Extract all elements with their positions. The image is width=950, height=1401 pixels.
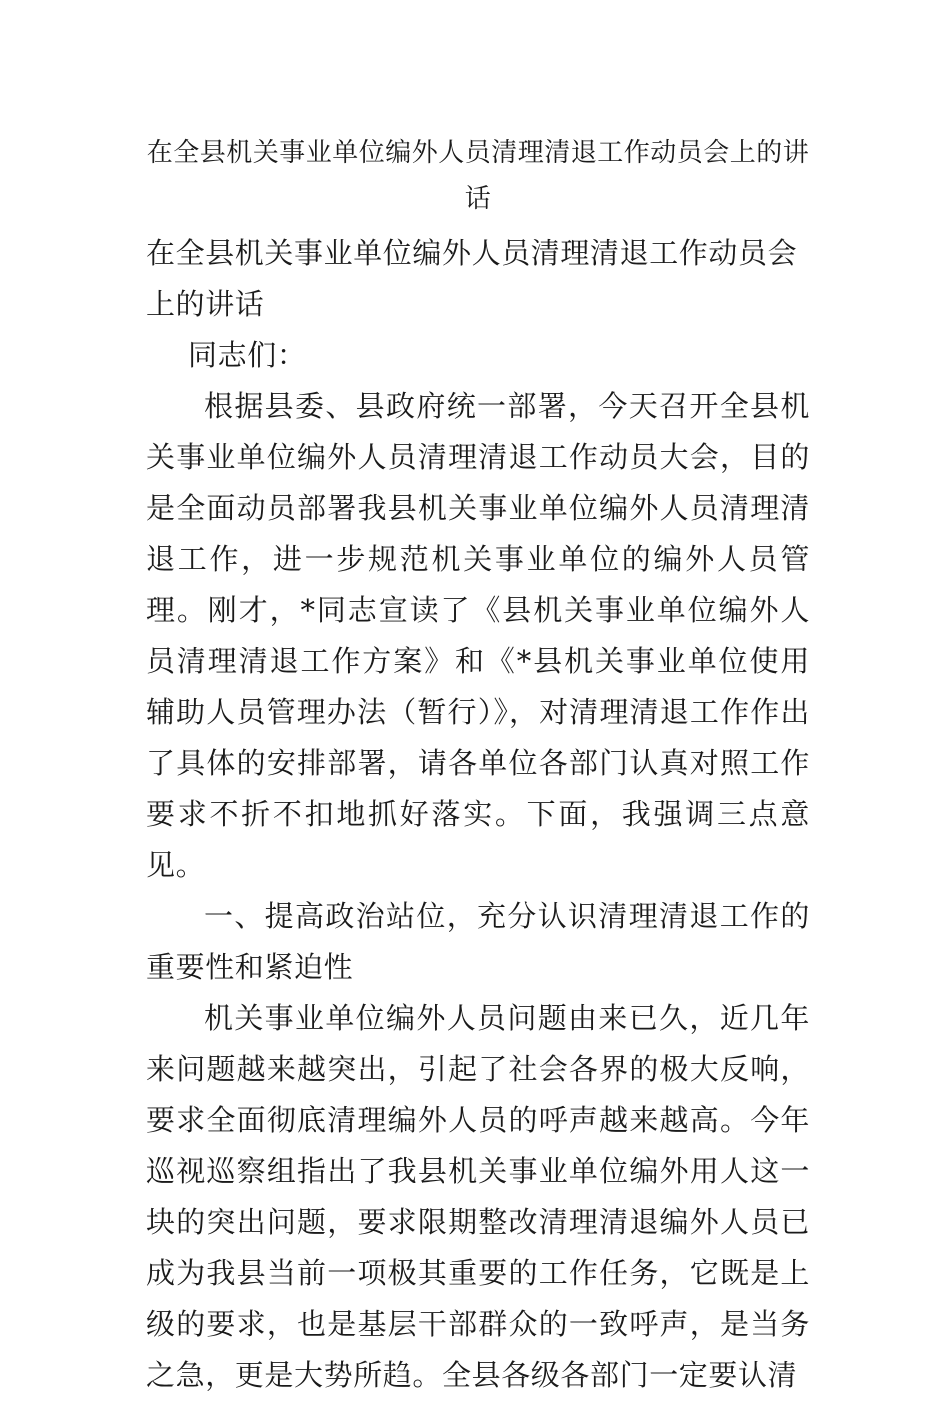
salutation: 同志们： [188, 338, 307, 372]
section-heading-1: 一、提高政治站位，充分认识清理清退工作的重要性和紧迫性 [146, 899, 810, 984]
document-subtitle: 在全县机关事业单位编外人员清理清退工作动员会上的讲话 [146, 236, 798, 321]
document-title: 在全县机关事业单位编外人员清理清退工作动员会上的讲话 [146, 138, 810, 214]
paragraph-section-1: 机关事业单位编外人员问题由来已久，近几年来问题越来越突出，引起了社会各界的极大反响，要求全面彻底清理编外人员的呼声越来越高。今年巡视巡察组指出了我县机关事业单位编外用人这一块的突出问题，要求限期整改清理清退编外人员已成为我县当前一项极其重要的工作任务，它既是上级的要求，也是基层干部群众的一致呼声，是当务之急，更是大势所趋。全县各级各部门一定要认清 [146, 1001, 810, 1392]
paragraph-intro: 根据县委、县政府统一部署，今天召开全县机关事业单位编外人员清理清退工作动员大会，目的是全面动员部署我县机关事业单位编外人员清理清退工作，进一步规范机关事业单位的编外人员管理。刚才，*同志宣读了《县机关事业单位编外人员清理清退工作方案》和《*县机关事业单位使用辅助人员管理办法（暂行）》，对清理清退工作作出了具体的安排部署，请各单位各部门认真对照工作要求不折不扣地抓好落实。下面，我强调三点意见。 [146, 389, 810, 882]
document-body [146, 130, 810, 1401]
